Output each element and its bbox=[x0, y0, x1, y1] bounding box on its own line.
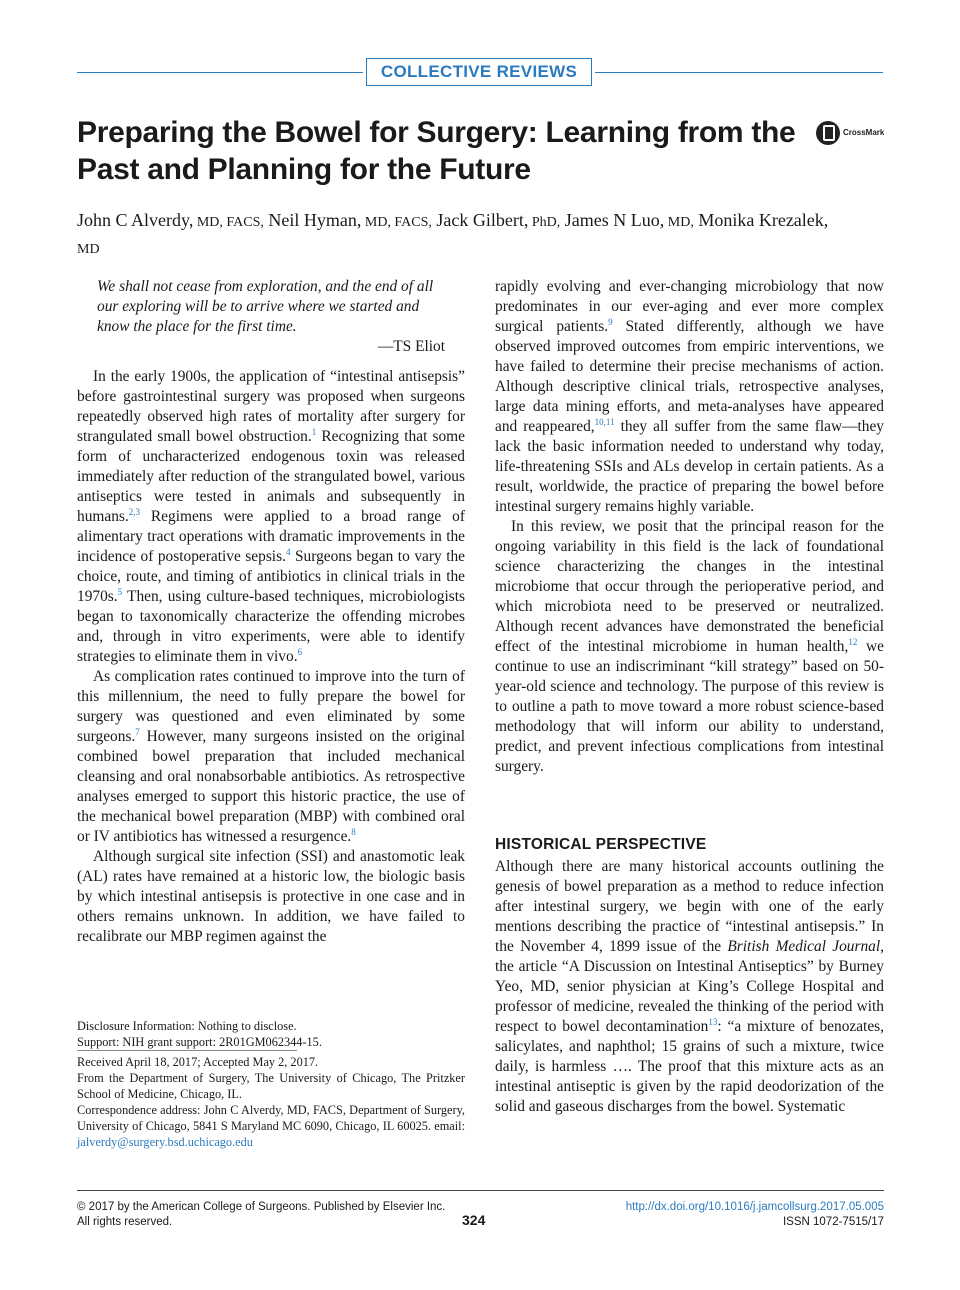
epigraph-attribution: —TS Eliot bbox=[377, 338, 445, 355]
doi-link[interactable]: http://dx.doi.org/10.1016/j.jamcollsurg.2017.05.005 bbox=[625, 1201, 884, 1213]
reference-citation[interactable]: 1 bbox=[311, 426, 317, 437]
reference-citation[interactable]: 13 bbox=[708, 1016, 718, 1027]
header-rule-left bbox=[77, 72, 363, 73]
footer-rule bbox=[77, 1190, 884, 1191]
crossmark-label: CrossMark bbox=[843, 128, 885, 137]
author-name: Jack Gilbert, bbox=[436, 210, 529, 230]
section-heading: HISTORICAL PERSPECTIVE bbox=[495, 836, 707, 853]
reference-citation[interactable]: 12 bbox=[848, 636, 858, 647]
footnote-divider bbox=[77, 1050, 297, 1051]
crossmark-button[interactable] bbox=[816, 121, 888, 149]
reference-citation[interactable]: 7 bbox=[135, 726, 140, 737]
author-name: James N Luo, bbox=[564, 210, 665, 230]
reference-citation[interactable]: 2,3 bbox=[128, 506, 140, 517]
historical-paragraph: Although there are many historical accounts outlining the genesis of bowel preparation as a method to reduce infection after intestinal surgery, we begin with one of the early mentions describing the practice of “intestinal antisepsis.” In the November 4, 1899 issue of the British Medical Journal, the article “A Discussion on Intestinal Antiseptics” by Burney Yeo, MD, senior physician at King’s College Hospital and professor of medicine, revealed the thinking of the period with respect to bowel decontamination$^{13}$: “a mixture of benozates, salicylates, and naphthol; 15 grains of such a mixture, twice daily, is harmless …. The proof that this mixture acts as an intestinal antiseptic is given by the rapid deodorization of the solid and gaseous discharges from the bowel. Systematic bbox=[495, 858, 885, 1115]
author-degrees: MD, FACS, bbox=[193, 215, 264, 230]
crossmark-icon bbox=[816, 121, 840, 145]
article-title: Preparing the Bowel for Surgery: Learning from the Past and Planning for the Future bbox=[77, 116, 796, 186]
author-degrees: MD bbox=[77, 242, 100, 257]
email-link[interactable]: jalverdy@surgery.bsd.uchicago.edu bbox=[77, 1135, 253, 1149]
correspondence-line bbox=[77, 1102, 465, 1150]
support-line: Support: NIH grant support: 2R01GM062344-15. bbox=[77, 1035, 322, 1049]
affiliation-line: From the Department of Surgery, The University of Chicago, The Pritzker School of Medicine, Chicago, IL. bbox=[77, 1071, 465, 1101]
body-paragraph: rapidly evolving and ever-changing microbiology that now predominates in our ever-aging and ever more complex surgical patients.$^9$ Stated differently, although we have observed improved outcomes from empiric interventions, we have failed to determine their precise mechanisms of action. Although descriptive clinical trials, retrospective analyses, large data mining efforts, and meta-analyses have appeared and reappeared,$^{10,11}$ they all suffer from the same flaw—they lack the basic information needed to understand why today, life-threatening SSIs and ALs develop in certain patients. As a result, worldwide, the practice of preparing the bowel before intestinal surgery remains highly variable. bbox=[495, 278, 884, 515]
author-list bbox=[77, 208, 837, 262]
disclosure-text: Nothing to disclose. bbox=[194, 1019, 297, 1033]
left-column bbox=[77, 277, 465, 947]
article-footnotes bbox=[77, 1018, 465, 1150]
disclosure-line bbox=[77, 1018, 465, 1034]
reference-citation[interactable]: 5 bbox=[117, 586, 123, 597]
epigraph-quote: We shall not cease from exploration, and the end of all our exploring will be to arrive where we started and know the place for the first time. bbox=[97, 278, 434, 335]
received-line: Received April 18, 2017; Accepted May 2, 2017. bbox=[77, 1055, 319, 1069]
author-name: John C Alverdy, bbox=[77, 210, 194, 230]
footer-left bbox=[77, 1200, 445, 1230]
section-label: COLLECTIVE REVIEWS bbox=[366, 58, 592, 86]
correspondence-text: Correspondence address: John C Alverdy, MD, FACS, Department of Surgery, University of Chicago, 5841 S Maryland MC 6090, Chicago, IL 60025. email: bbox=[77, 1103, 465, 1133]
body-paragraph: In the early 1900s, the application of “intestinal antisepsis” before gastrointestinal surgery was proposed when surgeons repeatedly observed high rates of mortality after surgery for strangulated small bowel obstruction.$^1$ Recognizing that some form of uncharacterized endogenous toxin was released immediately after reduction of the strangulated bowel, various antiseptics were tested in animals and subsequently in humans.$^{2,3}$ Regimens were applied to a broad range of alimentary tract operations with dramatic improvements in the incidence of postoperative sepsis.$^4$ Surgeons began to vary the choice, route, and timing of antibiotics in clinical trials in the 1970s.$^5$ Then, using culture-based techniques, microbiologists began to taxonomically characterize the offending microbes and, through in vitro experiments, were able to identify strategies to eliminate them in vivo.$^6$ bbox=[77, 368, 466, 665]
body-paragraph: Although surgical site infection (SSI) and anastomotic leak (AL) rates have remained at a historic low, the biologic basis by which intestinal antisepsis is protective in one case and in others remains unknown. In addition, we have failed to recalibrate our MBP regimen against the bbox=[77, 848, 465, 945]
footer-right bbox=[626, 1200, 884, 1230]
page-number: 324 bbox=[462, 1212, 486, 1228]
left-body-text bbox=[77, 367, 465, 947]
disclosure-label: Disclosure Information: bbox=[77, 1019, 195, 1033]
reference-citation[interactable]: 8 bbox=[351, 826, 356, 837]
right-column bbox=[495, 277, 884, 1117]
author-degrees: MD, FACS, bbox=[361, 215, 432, 230]
author-name: Monika Krezalek, bbox=[698, 210, 829, 230]
reference-citation[interactable]: 6 bbox=[297, 646, 303, 657]
author-degrees: MD, bbox=[664, 215, 694, 230]
right-body-text bbox=[495, 277, 884, 777]
body-paragraph: In this review, we posit that the principal reason for the ongoing variability in this field is the lack of foundational science characterizing the changes in the intestinal microbiome that occur through the perioperative period, and which microbiota need to be preserved or neutralized. Although recent advances have demonstrated the beneficial effect of the intestinal microbiome in human health,$^{12}$ we continue to use an indiscriminant “kill strategy” based on 50-year-old science and technology. The purpose of this review is to outline a path to move toward a more robust science-based methodology that will inform our ability to understand, predict, and prevent infectious complications from intestinal surgery. bbox=[495, 518, 885, 775]
reference-citation[interactable]: 4 bbox=[285, 546, 291, 557]
reference-citation[interactable]: 10,11 bbox=[594, 416, 615, 427]
copyright-text: © 2017 by the American College of Surgeons. Published by Elsevier Inc. bbox=[77, 1201, 446, 1213]
rights-text: All rights reserved. bbox=[77, 1216, 173, 1228]
author-degrees: PhD, bbox=[528, 215, 561, 230]
body-paragraph: As complication rates continued to improve into the turn of this millennium, the need to fully prepare the bowel for surgery was questioned and even eliminated by some surgeons.$^7$ However, many surgeons insisted on the original combined bowel preparation that included mechanical cleansing and oral nonabsorbable antibiotics. As retrospective analyses emerged to support this historic practice, the use of the mechanical bowel preparation (MBP) with combined oral or IV antibiotics has witnessed a resurgence.$^8$ bbox=[77, 668, 465, 845]
header-rule-right bbox=[595, 72, 883, 73]
italic-title: British Medical Journal bbox=[727, 938, 881, 955]
issn-text: ISSN 1072-7515/17 bbox=[782, 1216, 884, 1228]
author-name: Neil Hyman, bbox=[268, 210, 362, 230]
reference-citation[interactable]: 9 bbox=[608, 316, 613, 327]
